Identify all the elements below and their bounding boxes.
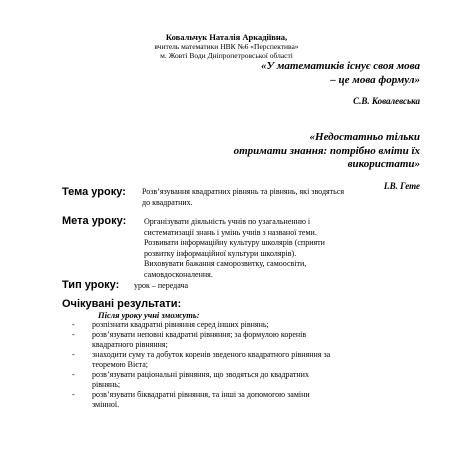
list-item-line: - знаходити суму та добуток коренів зведеного квадратного рівняння за (92, 350, 331, 359)
epigraph-1-author: С.В. Ковалевська (353, 96, 420, 106)
author-city: м. Жовті Води Дніпропетровської області (160, 51, 293, 60)
epigraph-1-line-1: «У математиків існує своя мова (260, 60, 420, 72)
goal-text (144, 215, 325, 280)
goal-section (62, 215, 325, 280)
list-item-line: квадратного рівняння; (92, 340, 168, 349)
goal-line: розвитку інформаційної культури школярів). (144, 248, 297, 258)
results-subheading: Після уроку учні зможуть: (98, 310, 200, 320)
goal-line: Виховувати бажання саморозвитку, самоосвіти, (144, 259, 307, 268)
goal-line: Організувати діяльність учнів по узагальненню і (144, 217, 311, 226)
list-item-line: теоремою Вієта; (92, 360, 148, 369)
list-item (62, 390, 384, 410)
author-position: вчитель математики НВК №6 «Перспектива» (154, 42, 299, 51)
topic-line: до квадратних. (142, 197, 193, 207)
topic-label: Тема уроку: (62, 186, 126, 198)
goal-label: Мета уроку: (62, 215, 127, 227)
list-item-line: рівнянь; (92, 380, 121, 389)
list-item-line: - розпізнати квадратні рівняння серед інших рівнянь; (92, 320, 269, 329)
results-list (62, 320, 384, 410)
list-item (62, 330, 384, 350)
goal-line: Розвивати інформаційну культуру школярів (сприяти (144, 238, 325, 247)
epigraph-2 (234, 131, 420, 191)
topic-line: Розв’язування квадратних рівнянь та рівнянь, які зводяться (142, 187, 345, 196)
list-item-line: - розв’язувати біквадратні рівняння, та інші за допомогою заміни (92, 390, 310, 399)
epigraph-2-line-1: «Недостатньо тільки (309, 131, 420, 143)
epigraph-2-line-3: використати» (347, 158, 420, 170)
topic-text (142, 186, 344, 208)
goal-line: систематизації знань і умінь учнів з названої теми. (144, 227, 317, 237)
epigraph-2-line-2: отримати знання: потрібно вміти їх (233, 144, 420, 157)
list-item-line: - розв’язувати неповні квадратні рівняння; за формулою коренів (92, 330, 307, 339)
epigraph-1-line-2: – це мова формул» (330, 73, 420, 86)
results-heading: Очікувані результати: (62, 298, 182, 310)
type-label: Тип уроку: (62, 279, 120, 291)
type-section (62, 279, 188, 292)
list-item (62, 370, 384, 390)
goal-line: самовдосконалення. (144, 269, 213, 279)
epigraph-2-author: І.В. Гете (383, 180, 420, 191)
results-section (62, 298, 384, 410)
list-item-line: змінної. (92, 400, 120, 409)
author-block (0, 33, 453, 60)
type-value: урок – передача (134, 281, 189, 290)
topic-section (62, 186, 344, 208)
list-item-line: - розв’язувати раціональні рівняння, що зводяться до квадратних (92, 370, 309, 379)
author-name: Ковальчук Наталія Аркадіївна, (165, 32, 288, 42)
epigraph-1 (261, 60, 420, 106)
list-item (62, 320, 384, 330)
list-item (62, 350, 384, 370)
